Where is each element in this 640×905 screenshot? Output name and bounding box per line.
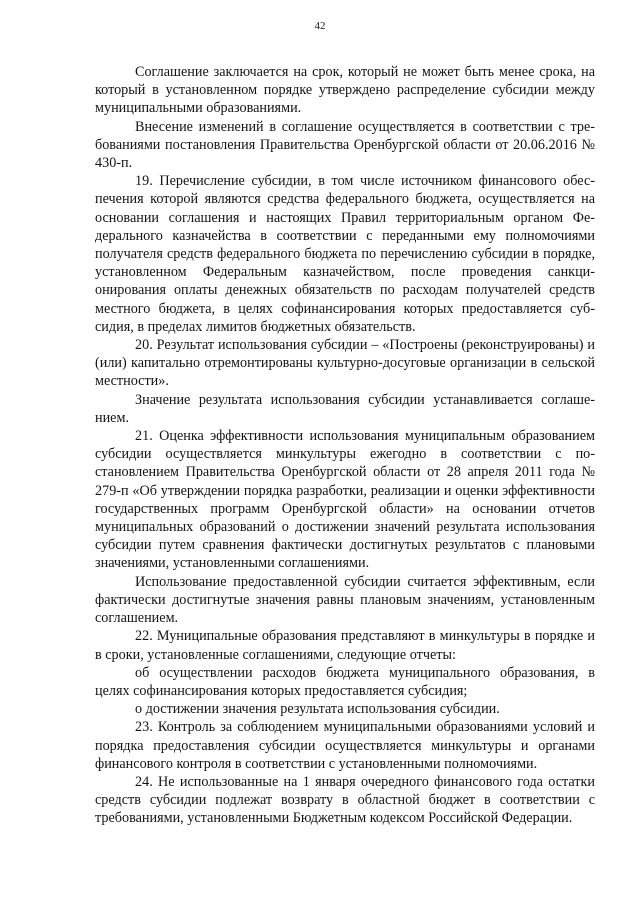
paragraph-22-reports: 22. Муниципальные образования представляют в минкультуры в порядке и в сроки, установленные соглашениями, следующие отчеты: (95, 628, 595, 663)
paragraph-report-expenses: об осуществлении расходов бюджета муниципального образования, в целях софинансирования которых предоставляется субсидия; (95, 664, 595, 699)
paragraph-agreement-term: Соглашение заключается на срок, который не может быть менее срока, на который в установленном порядке утверждено распределение субсидии между муниципальными образованиями. (95, 64, 595, 117)
page-number: 42 (314, 20, 326, 32)
paragraph-19-transfer: 19. Перечисление субсидии, в том числе источником финансового обеспечения которой являются средства федерального бюджета, осуществляется на основании соглашения и настоящих Правил территориальным органом Федерального казначейства в соответствии с переданными ему полномочиями получателя средств федерального бюджета по перечислению субсидии в порядке, установленном Федеральным казначейством, после проведения санкционирования оплаты денежных обязательств по расходам получателей средств местного бюджета, в целях софинансирования которых предоставляется субсидия, в пределах лимитов бюджетных обязательств. (95, 173, 595, 335)
document-body (95, 63, 595, 828)
paragraph-result-value: Значение результата использования субсидии устанавливается соглашением. (95, 391, 595, 426)
paragraph-20-result: 20. Результат использования субсидии – «Построены (реконструированы) и (или) капитально отремонтированы культурно-досуговые организации в сельской местности». (95, 337, 595, 390)
paragraph-report-results: о достижении значения результата использования субсидии. (135, 701, 500, 718)
paragraph-agreement-amendments: Внесение изменений в соглашение осуществляется в соответствии с требованиями постановления Правительства Оренбургской области от 20.06.2016 № 430-п. (95, 118, 595, 172)
paragraph-24-return: 24. Не использованные на 1 января очередного финансового года остатки средств субсидии подлежат возврату в областной бюджет в соответствии с требованиями, установленными Бюджетным кодексом Российской Федерации. (95, 773, 595, 827)
paragraph-effectiveness: Использование предоставленной субсидии считается эффективным, если фактически достигнутые значения равны плановым значениям, установленным соглашением. (95, 573, 595, 627)
paragraph-23-control: 23. Контроль за соблюдением муниципальными образованиями условий и порядка предоставления субсидии осуществляется минкультуры и органами финансового контроля в соответствии с установленными полномочиями. (95, 719, 595, 772)
paragraph-21-evaluation: 21. Оценка эффективности использования муниципальным образованием субсидии осуществляется минкультуры ежегодно в соответствии с постановлением Правительства Оренбургской области от 28 апреля 2011 года № 279-п «Об утверждении порядка разработки, реализации и оценки эффективности государственных программ Оренбургской области» на основании отчетов муниципальных образований о достижении значений результата использования субсидии путем сравнения фактически достигнутых результатов с плановыми значениями, установленными соглашениями. (95, 428, 595, 572)
